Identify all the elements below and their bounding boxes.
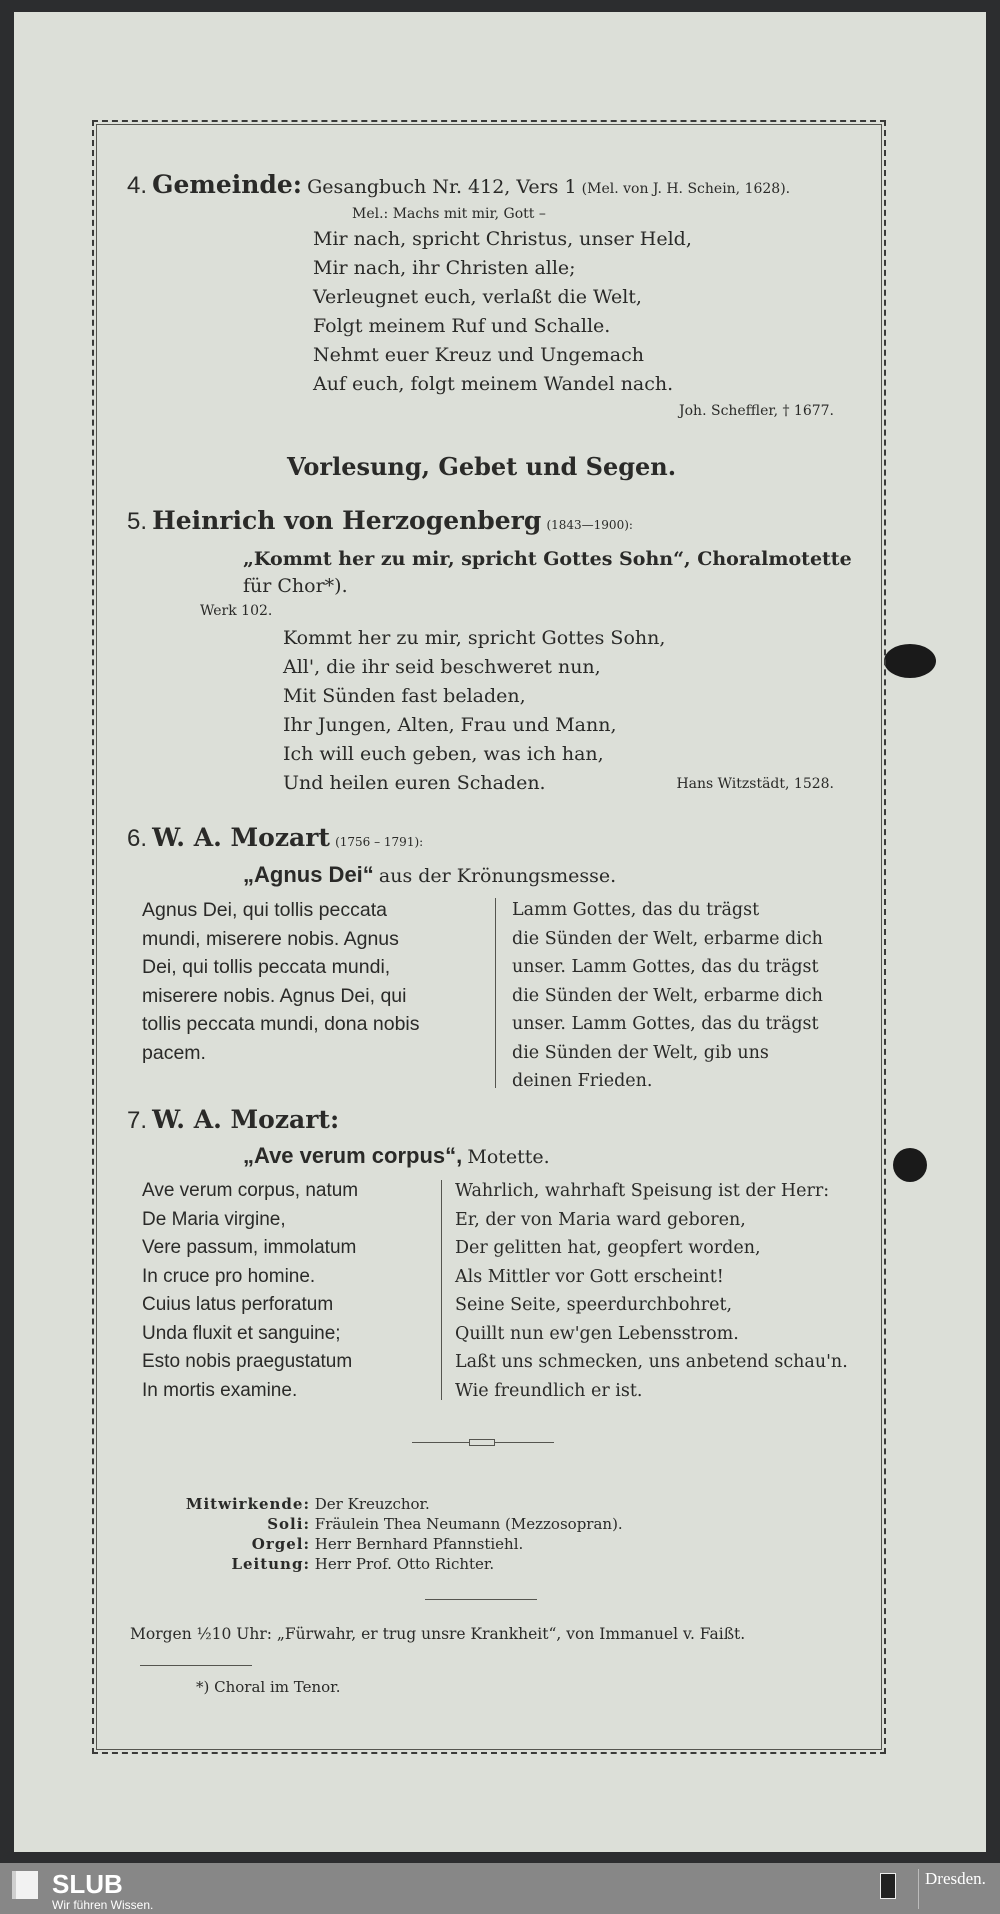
text-line: die Sünden der Welt, gib uns	[512, 1042, 769, 1063]
item-6-header	[127, 823, 423, 853]
slub-logo[interactable]: SLUB	[52, 1869, 123, 1899]
dates: (1843—1900):	[546, 518, 633, 532]
work-title-cont: für Chor*).	[243, 575, 348, 597]
footnote-rule	[140, 1665, 252, 1666]
work-line	[243, 862, 616, 888]
verse-line: Kommt her zu mir, spricht Gottes Sohn,	[283, 627, 666, 649]
dresden-crest-icon	[880, 1873, 896, 1899]
text-line: mundi, miserere nobis. Agnus	[142, 927, 399, 950]
work-title: „Ave verum corpus“,	[243, 1143, 463, 1168]
item-5-header	[127, 506, 633, 536]
item-number: 6.	[127, 825, 148, 852]
opus: Werk 102.	[200, 603, 273, 619]
melody: Mel.: Machs mit mir, Gott –	[352, 206, 546, 222]
slub-book-icon	[12, 1871, 38, 1899]
performer-role: Orgel:	[251, 1535, 310, 1553]
text-line: deinen Frieden.	[512, 1071, 653, 1091]
text-line: Cuius latus perforatum	[142, 1294, 334, 1315]
footnote: *) Choral im Tenor.	[196, 1678, 341, 1696]
verse-line: Mir nach, ihr Christen alle;	[313, 257, 576, 279]
german-text	[455, 1177, 848, 1405]
author: Joh. Scheffler, † 1677.	[679, 403, 834, 419]
punch-hole	[893, 1148, 927, 1182]
latin-text	[142, 896, 484, 1067]
divider	[918, 1869, 919, 1909]
performer-name: Herr Bernhard Pfannstiehl.	[314, 1535, 524, 1553]
item-number: 7.	[127, 1107, 148, 1134]
work-line	[243, 1143, 550, 1169]
verse-4	[313, 228, 692, 402]
performers	[140, 1494, 623, 1574]
text-line: die Sünden der Welt, erbarme dich	[512, 928, 823, 949]
text-line: In cruce pro homine.	[142, 1265, 316, 1287]
text-line: tollis peccata mundi, dona nobis	[142, 1013, 420, 1035]
text-line: Er, der von Maria ward geboren,	[455, 1209, 746, 1230]
text-line: die Sünden der Welt, erbarme dich	[512, 985, 823, 1006]
text-line: Wahrlich, wahrhaft Speisung ist der Herr:	[455, 1181, 830, 1201]
text-line: Seine Seite, speerdurchbohret,	[455, 1295, 733, 1315]
punch-hole	[884, 644, 936, 678]
verse-line: Verleugnet euch, verlaßt die Welt,	[313, 286, 642, 308]
footer-bar	[0, 1863, 1000, 1914]
text-line: Laßt uns schmecken, uns anbetend schau'n.	[455, 1352, 848, 1372]
item-title: Heinrich von Herzogenberg	[152, 506, 542, 535]
verse-line: All', die ihr seid beschweret nun,	[283, 656, 601, 678]
performer-role: Soli:	[267, 1515, 310, 1533]
text-line: pacem.	[142, 1041, 206, 1064]
text-line: unser. Lamm Gottes, das du trägst	[512, 957, 819, 977]
item-number: 4.	[127, 172, 148, 199]
verse-line: Ihr Jungen, Alten, Frau und Mann,	[283, 714, 617, 736]
verse-5	[283, 627, 665, 801]
text-line: Lamm Gottes, das du trägst	[512, 900, 760, 920]
separator-rule	[425, 1599, 537, 1600]
interlude-heading: Vorlesung, Gebet und Segen.	[287, 452, 677, 481]
dates: (1756 – 1791):	[335, 835, 424, 849]
item-number: 5.	[127, 508, 148, 535]
text-line: unser. Lamm Gottes, das du trägst	[512, 1014, 819, 1034]
tomorrow-notice: Morgen ½10 Uhr: „Fürwahr, er trug unsre Krankheit“, von Immanuel v. Faißt.	[130, 1625, 746, 1643]
verse-line: Mir nach, spricht Christus, unser Held,	[313, 228, 692, 250]
work-title: „Agnus Dei“	[243, 862, 374, 887]
performer-name: Herr Prof. Otto Richter.	[314, 1555, 495, 1573]
latin-text	[142, 1177, 358, 1405]
text-line: Unda fluxit et sanguine;	[142, 1322, 341, 1344]
author: Hans Witzstädt, 1528.	[676, 776, 834, 792]
text-line: In mortis examine.	[142, 1379, 298, 1401]
item-7-header	[127, 1105, 339, 1135]
text-line: Der gelitten hat, geopfert worden,	[455, 1238, 761, 1258]
work-suffix: Motette.	[467, 1146, 550, 1168]
performer-name: Der Kreuzchor.	[314, 1495, 430, 1513]
verse-line: Nehmt euer Kreuz und Ungemach	[313, 344, 645, 366]
verse-line: Mit Sünden fast beladen,	[283, 685, 526, 707]
performer-name: Fräulein Thea Neumann (Mezzosopran).	[314, 1515, 623, 1533]
text-line: Wie freundlich er ist.	[455, 1380, 643, 1401]
performer-role: Mitwirkende:	[185, 1495, 310, 1513]
text-line: De Maria virgine,	[142, 1208, 286, 1230]
text-line: Quillt nun ew'gen Lebensstrom.	[455, 1323, 739, 1344]
column-divider	[441, 1180, 442, 1400]
melody-note: (Mel. von J. H. Schein, 1628).	[581, 181, 791, 197]
verse-line: Und heilen euren Schaden.	[283, 772, 546, 794]
text-line: Dei, qui tollis peccata mundi,	[142, 956, 391, 978]
item-title: W. A. Mozart	[152, 823, 330, 852]
text-line: Agnus Dei, qui tollis peccata	[142, 899, 387, 921]
item-4-header	[127, 170, 790, 200]
text-line: miserere nobis. Agnus Dei, qui	[142, 984, 407, 1007]
verse-line: Folgt meinem Ruf und Schalle.	[313, 315, 611, 337]
verse-line: Auf euch, folgt meinem Wandel nach.	[313, 373, 674, 395]
text-line: Als Mittler vor Gott erscheint!	[455, 1266, 724, 1287]
work-suffix: aus der Krönungsmesse.	[378, 865, 617, 887]
german-text	[512, 896, 823, 1096]
work-title: „Kommt her zu mir, spricht Gottes Sohn“, Choralmotette	[243, 548, 852, 570]
ornament	[469, 1439, 495, 1446]
column-divider	[495, 898, 496, 1088]
item-title: Gemeinde:	[152, 170, 303, 199]
slub-tagline: Wir führen Wissen.	[52, 1898, 154, 1912]
text-line: Vere passum, immolatum	[142, 1237, 357, 1258]
hymn-source: Gesangbuch Nr. 412, Vers 1	[307, 176, 577, 198]
performer-role: Leitung:	[231, 1555, 310, 1573]
text-line: Esto nobis praegustatum	[142, 1351, 353, 1372]
verse-line: Ich will euch geben, was ich han,	[283, 743, 604, 765]
item-title: W. A. Mozart:	[152, 1105, 340, 1134]
text-line: Ave verum corpus, natum	[142, 1180, 359, 1201]
dresden-logo[interactable]: Dresden.	[925, 1869, 986, 1888]
